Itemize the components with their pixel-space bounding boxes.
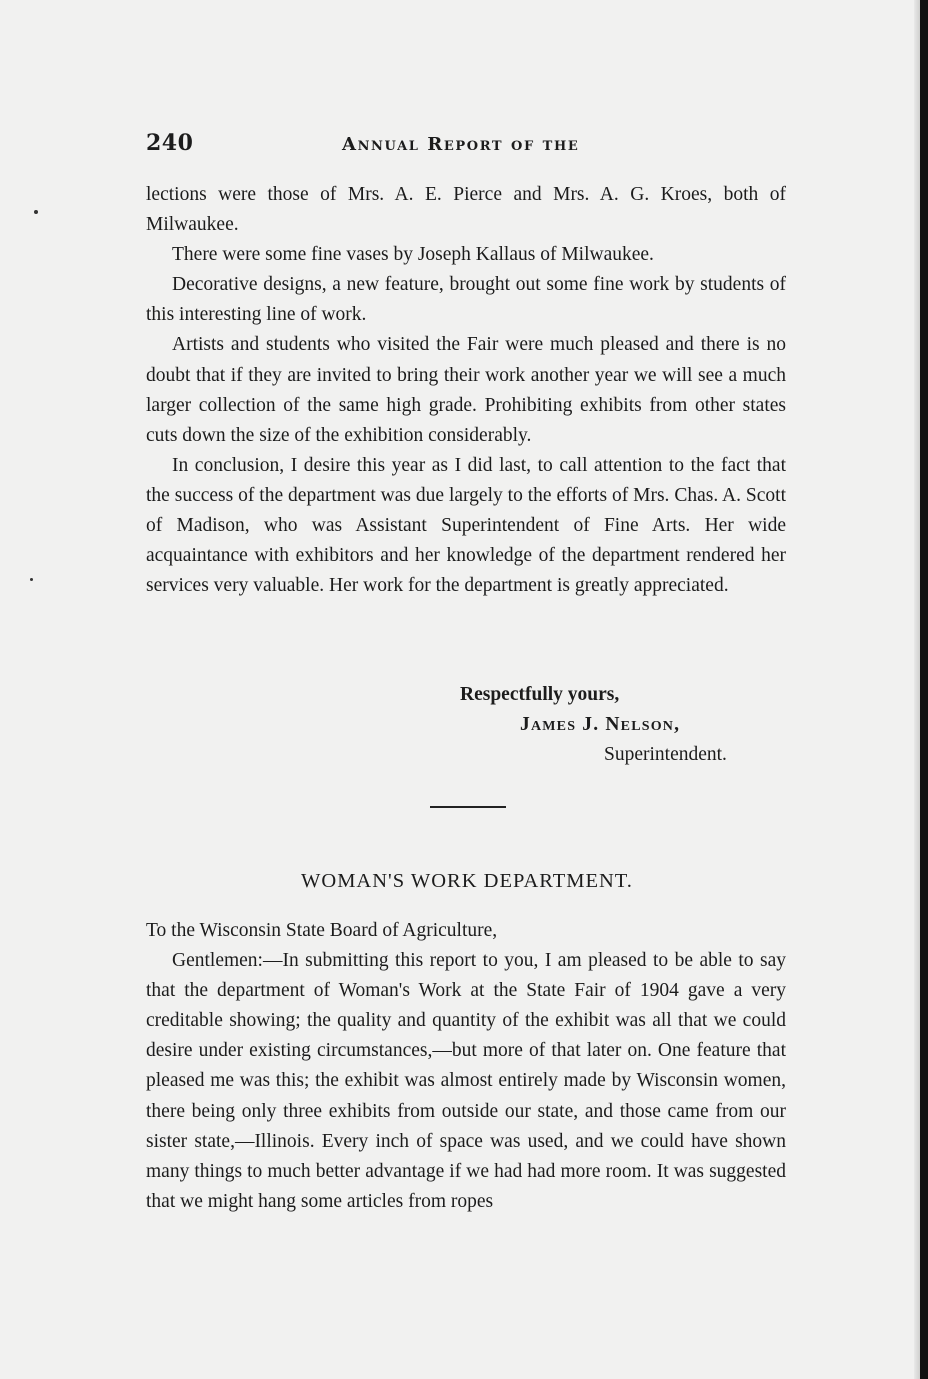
paragraph: lections were those of Mrs. A. E. Pierce and Mrs. A. G. Kroes, both of Milwaukee. <box>146 184 786 236</box>
signature-name: James J. Nelson, <box>520 714 681 735</box>
page-number: 240 <box>146 130 194 156</box>
running-head: Annual Report of the <box>342 134 580 155</box>
page-header <box>146 130 788 162</box>
salutation: To the Wisconsin State Board of Agriculture, <box>146 920 498 941</box>
signature-title: Superintendent. <box>604 744 727 765</box>
paragraph: There were some fine vases by Joseph Kallaus of Milwaukee. <box>172 244 654 266</box>
print-speck <box>30 578 33 581</box>
paragraph: Decorative designs, a new feature, brought out some fine work by students of this interesting line of work. <box>146 274 786 326</box>
paragraph: In conclusion, I desire this year as I did last, to call attention to the fact that the success of the department was due largely to the efforts of Mrs. Chas. A. Scott of Madison, who was Assistant Superintendent of Fine Arts. Her wide acquaintance with exhibitors and her knowledge of the department rendered her services very valuable. Her work for the department is greatly appreciated. <box>146 454 786 597</box>
section-heading: WOMAN'S WORK DEPARTMENT. <box>301 870 633 892</box>
section-divider <box>430 806 506 808</box>
print-speck <box>34 210 38 214</box>
report-continuation <box>146 180 786 765</box>
paragraph: Gentlemen:—In submitting this report to you, I am pleased to be able to say that the department of Woman's Work at the State Fair of 1904 gave a very creditable showing; the quality and quantity of the exhibit was all that we could desire under existing circumstances,—but more of that later on. One feature that pleased me was this; the exhibit was almost entirely made by Wisconsin women, there being only three exhibits from outside our state, and those came from our sister state,—Illinois. Every inch of space was used, and we could have shown many things to much better advantage if we had had more room. It was suggested that we might hang some articles from ropes <box>146 950 786 1212</box>
signature-closing: Respectfully yours, <box>460 684 620 705</box>
page-edge <box>920 0 928 1379</box>
paragraph: Artists and students who visited the Fair were much pleased and there is no doubt that if they are invited to bring their work another year we will see a much larger collection of the same high grade. Prohibiting exhibits from other states cuts down the size of the exhibition considerably. <box>146 334 786 446</box>
womans-work-report <box>146 916 786 1217</box>
